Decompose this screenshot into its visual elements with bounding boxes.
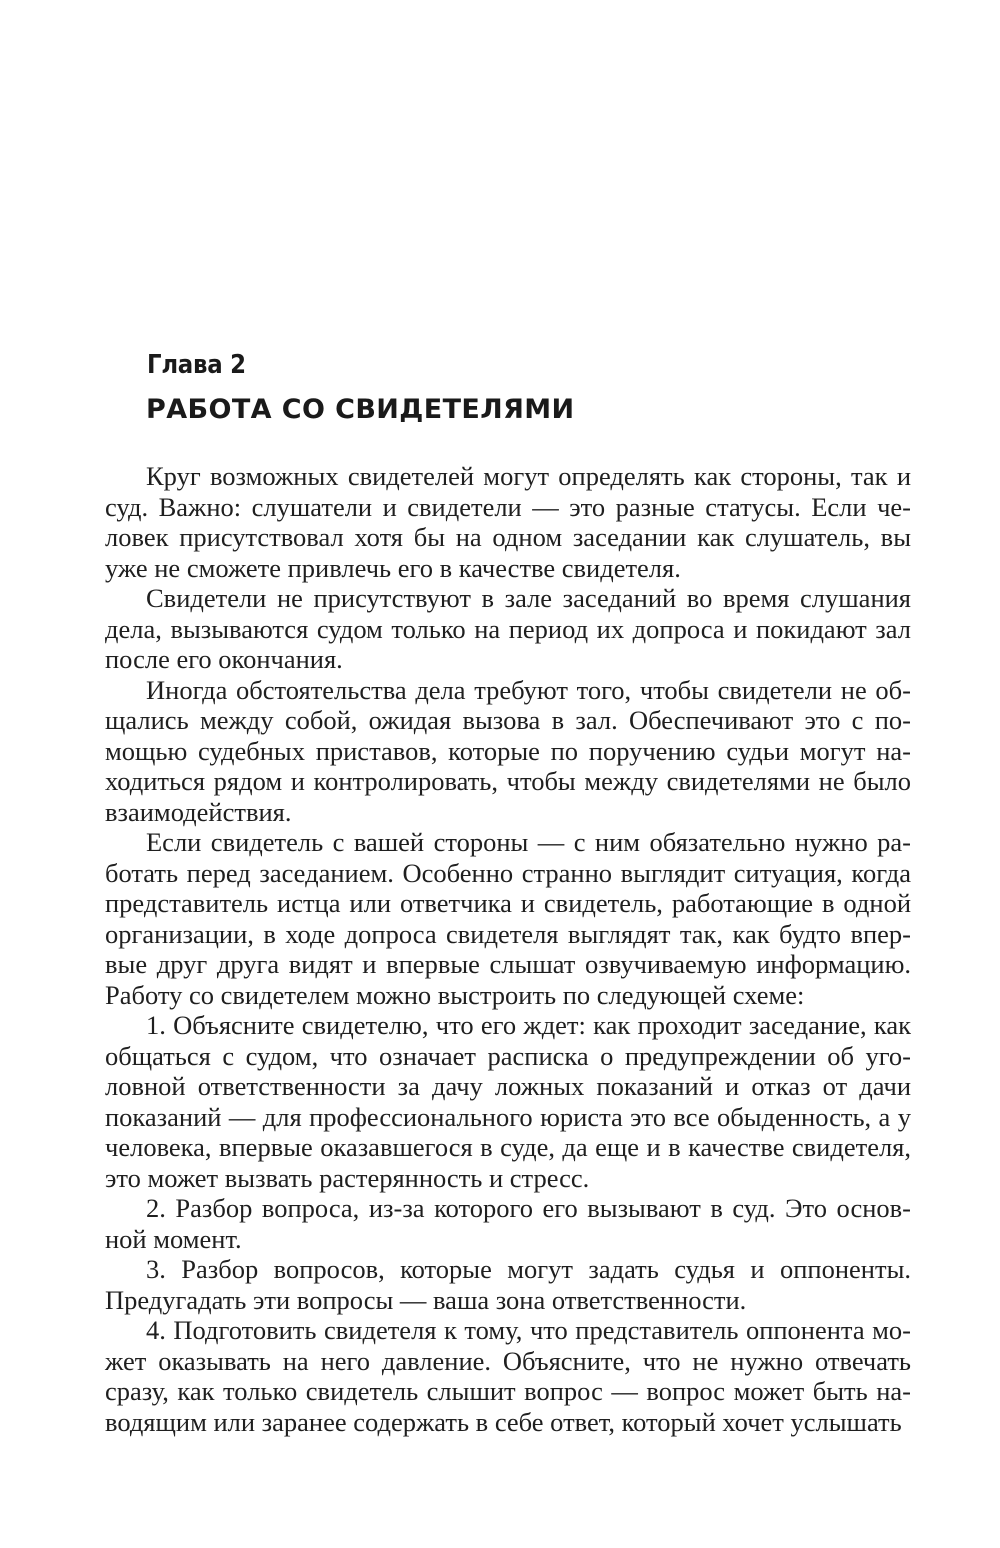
paragraph-witness-isolation: Иногда обстоятельства дела требуют того, чтобы свидетели не общались между собой, ожидая вызова в зал. Обеспечивают это с помощью судебных приставов, которые по поручению судьи могут находиться рядом и контролировать, чтобы между свидетелями не было взаимодействия.	[105, 674, 911, 827]
list-item-2: 2. Разбор вопроса, из-за которого его вызывают в суд. Это основной момент.	[105, 1193, 911, 1254]
list-item-1: 1. Объясните свидетелю, что его ждет: как проходит заседание, как общаться с судом, что означает расписка о предупреждении об уголовной ответственности за дачу ложных показаний и отказ от дачи показаний — для профессионального юриста это все обыденность, а у человека, впервые оказавшегося в суде, да еще и в качестве свидетеля, это может вызвать растерянность и стресс.	[105, 1010, 911, 1193]
chapter-body	[105, 461, 911, 1437]
chapter-title: РАБОТА СО СВИДЕТЕЛЯМИ	[146, 394, 575, 425]
paragraph-witness-scope: Круг возможных свидетелей могут определять как стороны, так и суд. Важно: слушатели и свидетели — это разные статусы. Если человек присутствовал хотя бы на одном заседании как слушатель, вы уже не сможете привлечь его в качестве свидетеля.	[105, 461, 911, 583]
paragraph-witness-preparation: Если свидетель с вашей стороны — с ним обязательно нужно работать перед заседанием. Особенно странно выглядит ситуация, когда представитель истца или ответчика и свидетель, работающие в одной организации, в ходе допроса свидетеля выглядят так, как будто впервые друг друга видят и впервые слышат озвучиваемую информацию. Работу со свидетелем можно выстроить по следующей схеме:	[105, 827, 911, 1010]
list-item-3: 3. Разбор вопросов, которые могут задать судья и оппоненты. Предугадать эти вопросы — ваша зона ответственности.	[105, 1254, 911, 1315]
paragraph-witness-absence: Свидетели не присутствуют в зале заседаний во время слушания дела, вызываются судом только на период их допроса и покидают зал после его окончания.	[105, 583, 911, 674]
chapter-number: Глава 2	[147, 350, 246, 380]
list-item-4: 4. Подготовить свидетеля к тому, что представитель оппонента может оказывать на него давление. Объясните, что не нужно отвечать сразу, как только свидетель слышит вопрос — вопрос может быть наводящим или заранее содержать в себе ответ, который хочет услышать	[105, 1315, 911, 1437]
